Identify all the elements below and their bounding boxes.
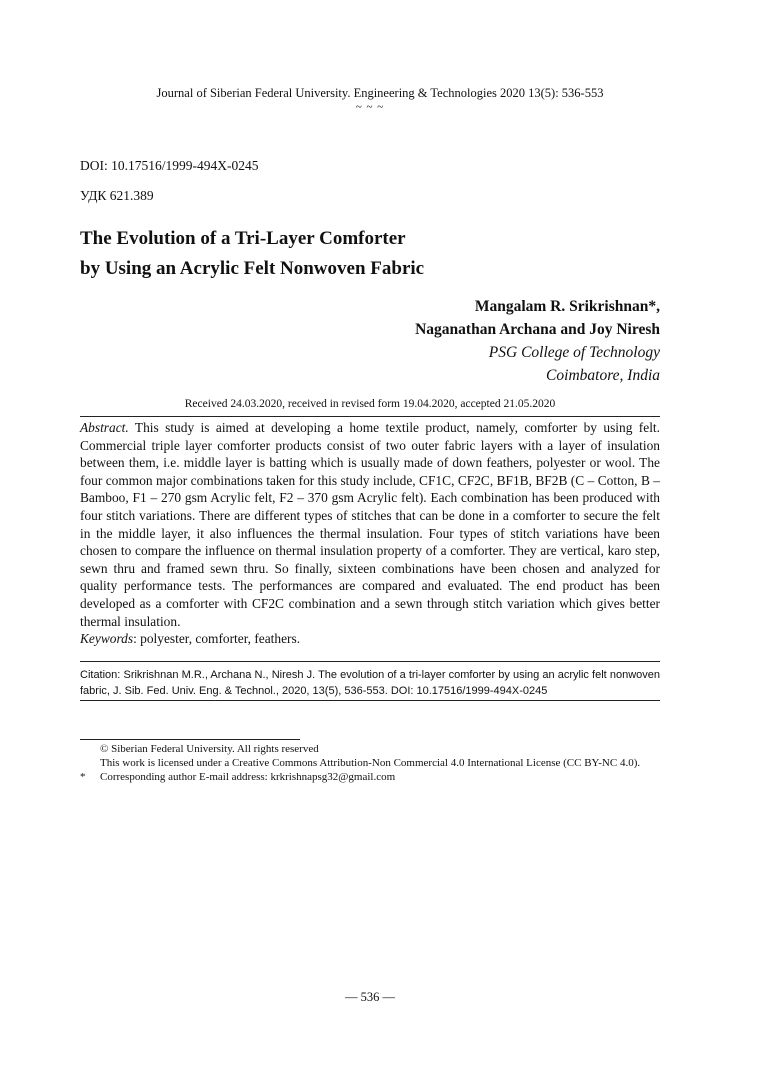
authors-line-1: Mangalam R. Srikrishnan*, xyxy=(474,298,660,315)
title-line-2: by Using an Acrylic Felt Nonwoven Fabric xyxy=(80,258,425,279)
footnote-license xyxy=(80,756,680,771)
citation: Citation: Srikrishnan M.R., Archana N., Niresh J. The evolution of a tri-layer comforter by using an acrylic felt nonwoven fabric, J. Sib. Fed. Univ. Eng. & Technol., 2020, 13(5), 536-553. DOI: 10.17516/1999-494X-0245 xyxy=(80,669,660,697)
abstract-text: This study is aimed at developing a home textile product, namely, comforter by using felt. Commercial triple layer comforter products consist of two outer fabric layers with a layer of insulation between them, i.e. middle layer is batting which is usually made of down feathers, polyester or wool. The four common major combinations taken for this study include, CF1C, CF2C, BF1B, BF2B (C – Cotton, B – Bamboo, F1 – 270 gsm Acrylic felt, F2 – 370 gsm Acrylic felt). Each combination has been produced with four stitch variations. There are different types of stitches that can be done in a comforter to secure the felt in the middle layer, it also influences the thermal insulation. Four types of stitch variations have been chosen to compare the influence on thermal insulation property of a comforter. They are vertical, karo step, sewn thru and framed sewn thru. So finally, sixteen combinations have been chosen and analyzed for quality performance tests. The performances are compared and evaluated. The end product has been developed as a comforter with CF2C combination and a sewn through stitch variation which gives better thermal insulation. xyxy=(80,420,660,629)
abstract xyxy=(80,419,660,630)
received-dates: Received 24.03.2020, received in revised form 19.04.2020, accepted 21.05.2020 xyxy=(184,398,556,410)
page-number: — 536 — xyxy=(345,990,395,1004)
keywords-label: Keywords xyxy=(80,631,134,646)
affiliation: PSG College of Technology xyxy=(488,344,660,361)
abstract-top-rule xyxy=(80,416,660,417)
keywords-text: : polyester, comforter, feathers. xyxy=(133,631,301,646)
paper-title xyxy=(80,224,424,284)
copyright-text: © Siberian Federal University. All rights reserved xyxy=(100,743,319,755)
license-text: This work is licensed under a Creative Commons Attribution-Non Commercial 4.0 International License (CC BY-NC 4.0). xyxy=(100,757,641,769)
title-line-1: The Evolution of a Tri-Layer Comforter xyxy=(80,228,406,249)
footnote-rule xyxy=(80,739,300,740)
location: Coimbatore, India xyxy=(546,367,660,384)
authors-line-2: Naganathan Archana and Joy Niresh xyxy=(415,321,660,338)
abstract-label: Abstract. xyxy=(80,420,129,435)
udk-code: УДК 621.389 xyxy=(80,188,154,203)
corresponding-text: Corresponding author E-mail address: krkrishnapsg32@gmail.com xyxy=(100,771,396,783)
doi: DOI: 10.17516/1999-494X-0245 xyxy=(80,158,259,173)
keywords xyxy=(80,631,660,647)
citation-top-rule xyxy=(80,661,660,662)
journal-header: Journal of Siberian Federal University. Engineering & Technologies 2020 13(5): 536-553 xyxy=(156,86,604,100)
citation-bottom-rule xyxy=(80,700,660,701)
header-separator: ~ ~ ~ xyxy=(355,101,385,113)
authors-block xyxy=(415,295,660,387)
footnote-copyright xyxy=(80,742,680,757)
footnote-corresponding xyxy=(80,770,680,785)
footnote-asterisk: * xyxy=(80,771,86,783)
